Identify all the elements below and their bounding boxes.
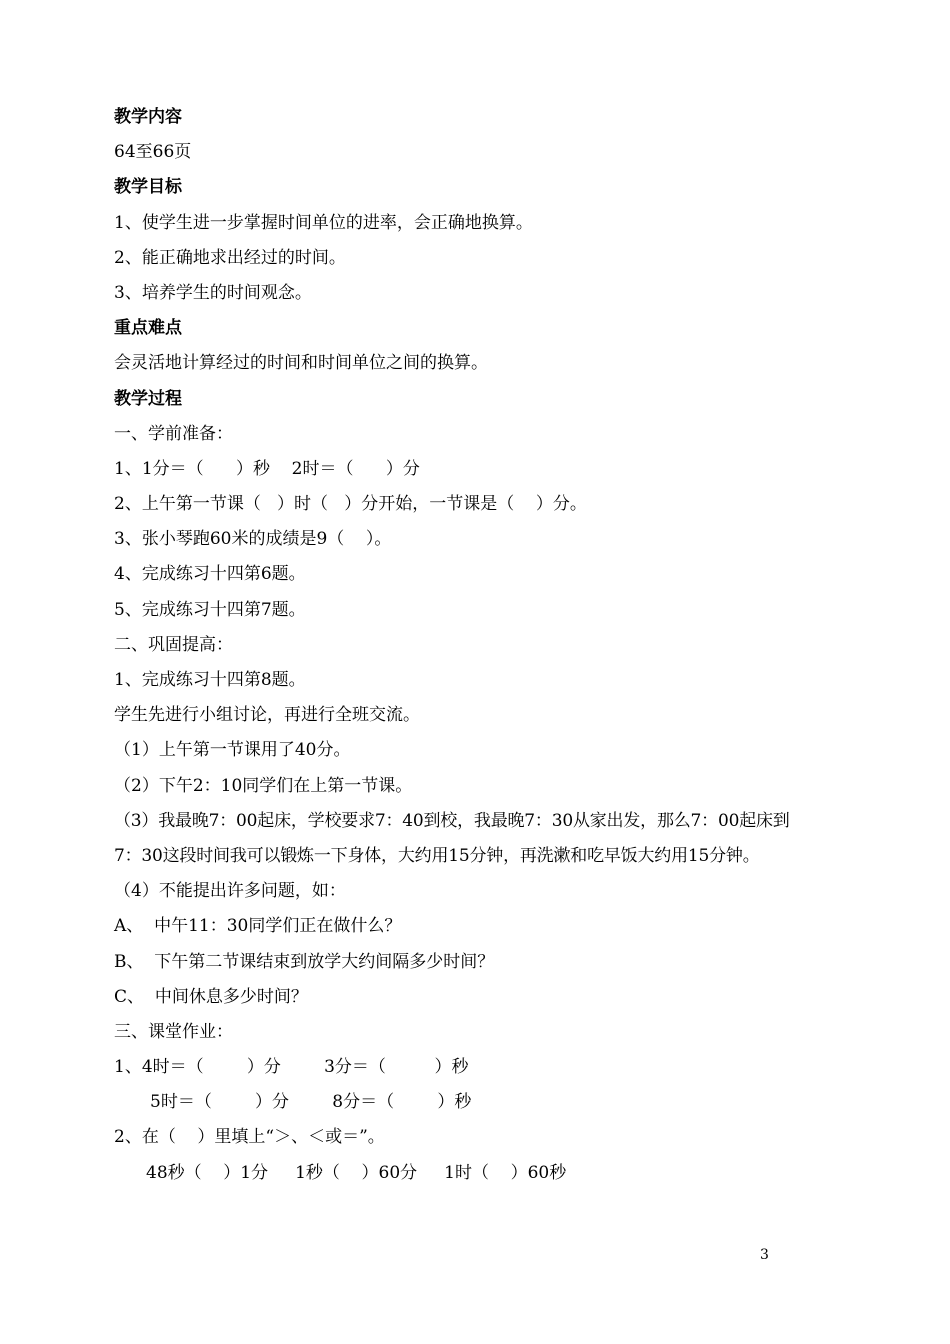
- page-number: 3: [760, 1247, 769, 1263]
- heading-teaching-content: 教学内容: [114, 107, 182, 127]
- answer-1: （1）上午第一节课用了40分。: [114, 740, 351, 761]
- key-points-text: 会灵活地计算经过的时间和时间单位之间的换算。: [114, 353, 488, 374]
- section-2-title: 二、巩固提高：: [114, 634, 233, 655]
- answer-2: （2）下午2：10同学们在上第一节课。: [114, 775, 413, 796]
- question-a: A、 中午11：30同学们正在做什么？: [114, 916, 402, 937]
- question-c: C、 中间休息多少时间？: [114, 986, 308, 1007]
- goal-1: 1、使学生进一步掌握时间单位的进率，会正确地换算。: [114, 212, 533, 233]
- prep-item-2: 2、上午第一节课（ ）时（ ）分开始，一节课是（ ）分。: [114, 494, 587, 515]
- document-page: [114, 100, 794, 1191]
- heading-teaching-goals: 教学目标: [114, 177, 182, 198]
- heading-teaching-process: 教学过程: [114, 388, 182, 409]
- prep-item-4: 4、完成练习十四第6题。: [114, 564, 306, 585]
- discussion-note: 学生先进行小组讨论，再进行全班交流。: [114, 705, 420, 726]
- consolidate-item-1: 1、完成练习十四第8题。: [114, 670, 306, 690]
- homework-item-1-row-2: 5时＝（ ）分 8分＝（ ）秒: [150, 1092, 472, 1113]
- homework-item-2-comparisons: 48秒（ ）1分 1秒（ ）60分 1时（ ）60秒: [146, 1162, 567, 1183]
- goal-2: 2、能正确地求出经过的时间。: [114, 247, 346, 268]
- prep-item-5: 5、完成练习十四第7题。: [114, 599, 306, 620]
- heading-key-points: 重点难点: [114, 318, 182, 339]
- prep-item-1: 1、1分＝（ ）秒 2时＝（ ）分: [114, 458, 420, 479]
- section-3-title: 三、课堂作业：: [114, 1021, 233, 1042]
- goal-3: 3、培养学生的时间观念。: [114, 282, 312, 303]
- question-b: B、 下午第二节课结束到放学大约间隔多少时间？: [114, 951, 495, 972]
- section-1-title: 一、学前准备：: [114, 423, 233, 444]
- answer-4: （4）不能提出许多问题，如：: [114, 881, 346, 902]
- homework-item-2: 2、在（ ）里填上“＞、＜或＝”。: [114, 1127, 385, 1148]
- homework-item-1-row-1: 1、4时＝（ ）分 3分＝（ ）秒: [114, 1057, 469, 1078]
- answer-3: （3）我最晚7：00起床，学校要求7：40到校，我最晚7：30从家出发，那么7：00起床到7：30这段时间我可以锻炼一下身体，大约用15分钟，再洗漱和吃早饭大约用15分钟。: [114, 810, 790, 866]
- pages-range: 64至66页: [114, 142, 192, 163]
- prep-item-3: 3、张小琴跑60米的成绩是9（ ）。: [114, 529, 392, 550]
